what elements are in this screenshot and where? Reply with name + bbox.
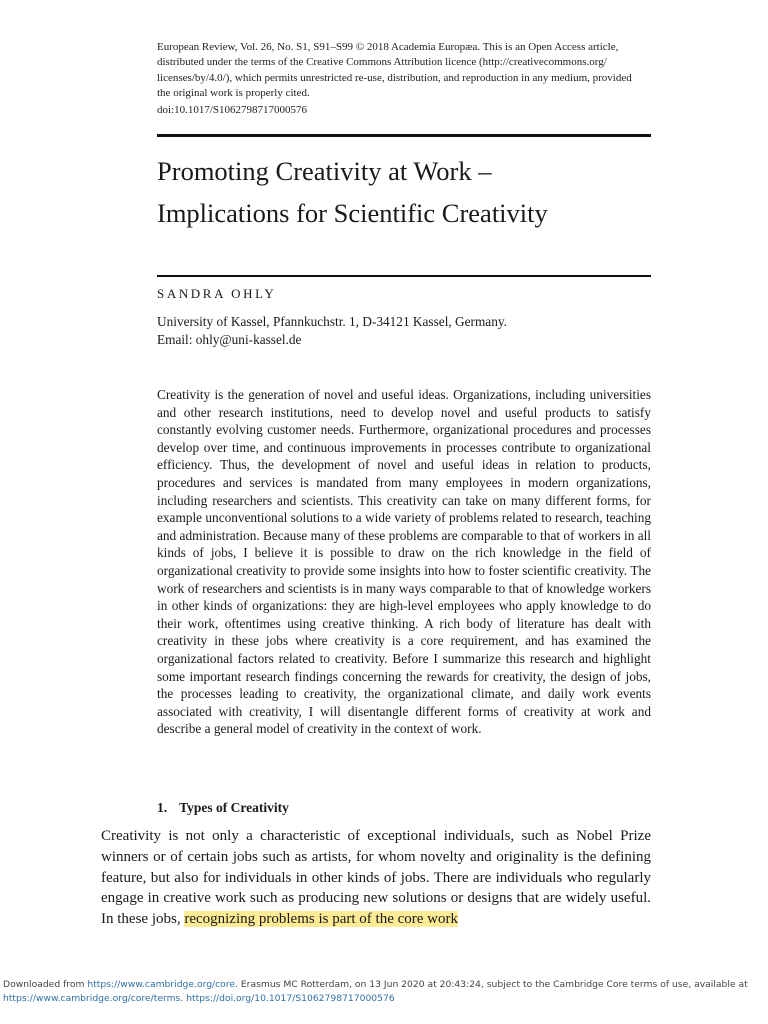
body-paragraph (101, 826, 651, 930)
body-text: Creativity is not only a characteristic of exceptional individuals, such as Nobel Prize winners or of certain jobs such as artists, for whom novelty and originality is the defining feature, but also for individuals in other kinds of jobs. There are individuals who regularly engage in creative work such as producing new solutions or designs that are widely useful. In these jobs, (101, 828, 651, 928)
doi-link[interactable]: https://doi.org/10.1017/S1062798717000576 (186, 992, 395, 1004)
citation-block (157, 40, 657, 118)
affiliation-block (157, 313, 657, 348)
citation-line: European Review, Vol. 26, No. S1, S91–S99 © 2018 Academia Europæa. This is an Open Access article, (157, 41, 619, 53)
abstract: Creativity is the generation of novel and useful ideas. Organizations, including universities and other research institutions, need to develop novel and useful products to satisfy constantly evolving customer needs. Furthermore, organizational procedures and processes develop over time, and continuous improvements in processes contribute to organizational efficiency. Thus, the development of novel and useful ideas in relation to products, procedures and services is mandated from many employees in modern organizations, including researchers and scientists. This creativity can take on many different forms, for example unconventional solutions to a wide variety of problems related to research, teaching and administration. Because many of these problems are comparable to that of workers in all kinds of jobs, I believe it is possible to draw on the rich knowledge in the field of organizational creativity to provide some insights into how to foster scientific creativity. The work of researchers and scientists is in many ways comparable to that of knowledge workers in other kinds of organizations: they are high-level employees who apply knowledge to do their work, oftentimes using creative thinking. A rich body of literature has dealt with creativity in these jobs where creativity is a core requirement, and has examined the organizational factors related to creativity. Before I summarize this research and highlight some important research findings concerning the rewards for creativity, the design of jobs, the processes leading to creativity, the organizational climate, and daily work events associated with creativity, I will disentangle different forms of creativity at work and describe a general model of creativity in the context of work. (157, 387, 651, 737)
footer-prefix: Downloaded from (3, 979, 88, 990)
article-title (157, 150, 657, 234)
top-rule (157, 134, 651, 137)
doi: doi:10.1017/S1062798717000576 (157, 103, 308, 116)
footer-line-2 (0, 992, 768, 1006)
footer-line-1 (0, 978, 768, 992)
section-heading (157, 800, 289, 816)
title-line-2: Implications for Scientific Creativity (157, 198, 548, 228)
affiliation: University of Kassel, Pfannkuchstr. 1, D-34121 Kassel, Germany. (157, 314, 507, 329)
footer-separator: . (180, 992, 187, 1004)
cambridge-core-link[interactable]: https://www.cambridge.org/core (87, 979, 236, 990)
author-email: Email: ohly@uni-kassel.de (157, 331, 302, 347)
section-title: Types of Creativity (179, 800, 289, 815)
citation-line: the original work is properly cited. (157, 87, 310, 100)
section-number: 1. (157, 800, 168, 815)
title-line-1: Promoting Creativity at Work – (157, 156, 492, 186)
download-footer (0, 978, 768, 1005)
title-rule (157, 275, 651, 277)
footer-middle: . Erasmus MC Rotterdam, on 13 Jun 2020 at 20:43:24, subject to the Cambridge Core terms of use, available at (235, 979, 748, 990)
author-name: SANDRA OHLY (157, 286, 277, 301)
citation-line: licenses/by/4.0/), which permits unrestricted re-use, distribution, and reproduction in any medium, provided (157, 71, 632, 84)
terms-link[interactable]: https://www.cambridge.org/core/terms (3, 992, 181, 1004)
highlighted-text[interactable]: recognizing problems is part of the core work (184, 911, 458, 928)
citation-line: distributed under the terms of the Creative Commons Attribution licence (http://creativecommons.org/ (157, 56, 607, 69)
